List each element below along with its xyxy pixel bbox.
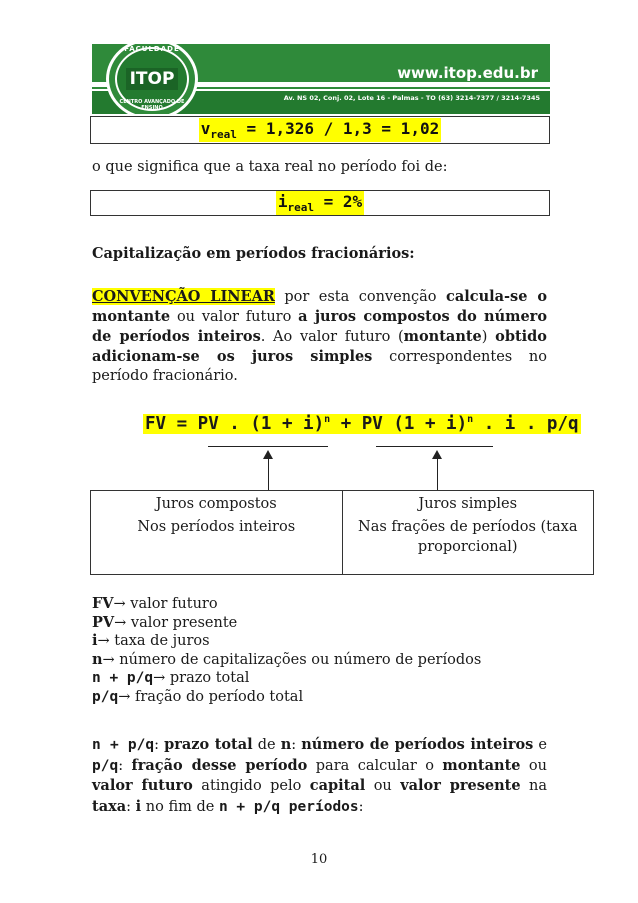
conv-text-4: ): [481, 329, 496, 345]
sum-4: de: [252, 737, 281, 753]
ireal-subscript: real: [287, 201, 314, 214]
def-desc: → fração do período total: [118, 688, 304, 705]
compound-interest-cell: [91, 491, 342, 574]
arrow-shaft-right: [437, 458, 438, 490]
definitions-list: [92, 595, 481, 706]
conv-bold-1: calcula-se o montante: [92, 288, 548, 325]
header-banner: [92, 44, 550, 114]
summary-paragraph: [92, 735, 547, 817]
vreal-value: = 1,326 / 1,3 = 1,02: [236, 119, 440, 138]
interest-type-table: [90, 490, 594, 575]
sum-18: ou: [365, 778, 401, 794]
conv-text-1: por esta convenção: [274, 289, 447, 305]
sum-5: n: [280, 736, 292, 753]
conv-bold-2: a juros compostos do número de períodos inteiros: [92, 308, 547, 345]
sum-26: :: [358, 798, 364, 815]
sum-16: atingido pelo: [192, 778, 310, 794]
sum-9: p/q: [92, 757, 119, 774]
sum-10: :: [118, 757, 132, 774]
sum-23: i: [135, 797, 142, 815]
vreal-result-box: [90, 116, 550, 144]
ireal-result-box: [90, 190, 550, 216]
sum-19: valor presente: [400, 777, 521, 794]
section-heading: Capitalização em períodos fracionários:: [92, 245, 415, 262]
ireal-expression: [276, 191, 364, 215]
definition-item: [92, 688, 481, 707]
ireal-var: i: [277, 192, 288, 211]
convention-title: CONVENÇÃO LINEAR: [92, 288, 275, 305]
linear-convention-formula: [143, 414, 581, 434]
formula-part-a: FV = PV . (1 + i): [145, 414, 325, 434]
def-desc: → valor presente: [114, 614, 238, 631]
itop-logo: [106, 44, 198, 114]
sum-6: :: [291, 737, 302, 753]
def-desc: → taxa de juros: [97, 633, 210, 649]
conv-bold-4: obtido adicionam-se os juros simples: [92, 328, 547, 365]
seal-bottom-text: CENTRO AVANÇADO DE ENSINO: [119, 99, 185, 111]
linear-convention-paragraph: [92, 287, 547, 386]
definition-item: [92, 632, 481, 651]
compound-underline: [208, 446, 328, 447]
sum-24: no fim de: [141, 798, 219, 815]
definition-item: [92, 669, 481, 688]
sum-15: valor futuro: [92, 777, 193, 794]
formula-exponent-2: n: [467, 414, 474, 425]
vreal-expression: [199, 118, 441, 142]
conv-text-3: . Ao valor futuro (: [260, 329, 404, 345]
sum-21: taxa: [92, 797, 127, 815]
sum-8: e: [533, 737, 547, 753]
def-term: n + p/q: [92, 670, 154, 686]
arrow-shaft-left: [268, 458, 269, 490]
simple-underline: [376, 446, 493, 447]
sum-1: n + p/q: [92, 737, 155, 753]
def-term: i: [92, 632, 98, 649]
def-desc: → prazo total: [153, 670, 250, 686]
address-line: Av. NS 02, Conj. 02, Lote 16 - Palmas - TO (63) 3214-7377 / 3214-7345: [283, 94, 540, 102]
sum-2: :: [154, 737, 165, 753]
definition-item: [92, 595, 481, 614]
logo-text: ITOP: [126, 68, 179, 90]
sum-13: montante: [442, 756, 521, 774]
formula-exponent-1: n: [324, 414, 331, 425]
website-url: www.itop.edu.br: [397, 64, 538, 82]
conv-bold-3: montante: [403, 328, 482, 345]
sum-7: número de períodos inteiros: [301, 736, 534, 753]
seal-top-text: FACULDADE: [124, 45, 180, 53]
sum-17: capital: [309, 777, 366, 794]
def-term: FV: [92, 595, 114, 612]
def-desc: → valor futuro: [113, 596, 218, 612]
simple-interest-desc: Nas frações de períodos (taxa proporcional): [358, 519, 578, 555]
vreal-var: v: [200, 119, 211, 138]
sum-25: n + p/q períodos: [218, 798, 359, 815]
def-desc: → número de capitalizações ou número de períodos: [102, 651, 482, 668]
def-term: p/q: [92, 688, 119, 705]
conv-text-5: correspondentes no período fracionário.: [92, 349, 547, 384]
simple-interest-label: Juros simples: [418, 496, 518, 512]
page-number: 10: [310, 852, 328, 867]
def-term: n: [92, 650, 103, 668]
compound-interest-label: Juros compostos: [155, 496, 277, 512]
def-term: PV: [92, 613, 115, 631]
sum-12: para calcular o: [307, 757, 443, 774]
definition-item: [92, 614, 481, 633]
formula-part-c: . i . p/q: [473, 414, 579, 434]
sum-11: fração desse período: [131, 756, 308, 774]
formula-part-b: + PV (1 + i): [330, 414, 468, 434]
sum-20: na: [520, 778, 548, 794]
sum-22: :: [126, 798, 136, 815]
compound-interest-desc: Nos períodos inteiros: [137, 519, 296, 535]
definition-item: [92, 651, 481, 670]
conv-text-2: ou valor futuro: [170, 309, 299, 325]
vreal-subscript: real: [210, 128, 237, 141]
intro-text: o que significa que a taxa real no período foi de:: [92, 159, 448, 175]
simple-interest-cell: [342, 491, 594, 574]
ireal-value: = 2%: [313, 192, 363, 211]
sum-14: ou: [520, 757, 547, 774]
sum-3: prazo total: [164, 736, 253, 753]
